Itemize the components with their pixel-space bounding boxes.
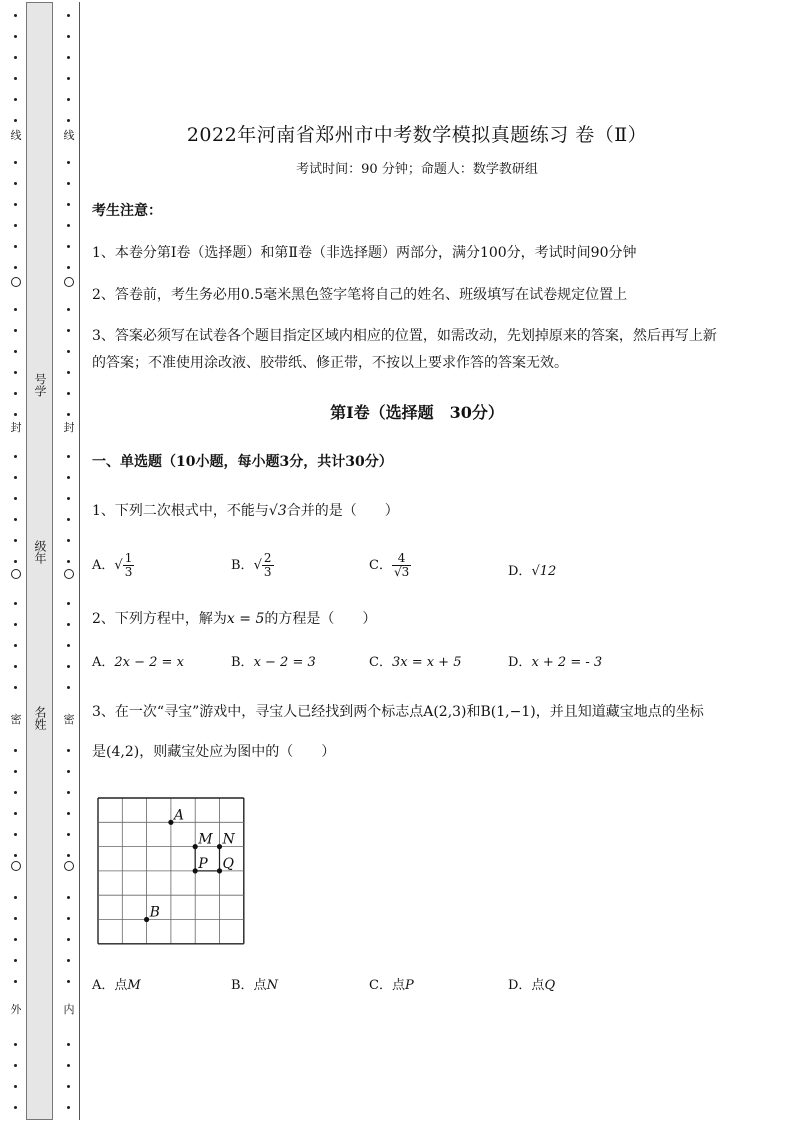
inner-dot [67,476,70,479]
outer-dot [14,686,17,689]
inner-dot [67,371,70,374]
outer-dot [14,539,17,542]
question-2-option-c[interactable]: C．3x = x + 5 [369,655,462,670]
inner-dot [67,35,70,38]
outer-dot [14,854,17,857]
outer-dot [14,371,17,374]
inner-dot [67,623,70,626]
point-label-p: P [198,855,208,872]
question-2-option-d[interactable]: D．x + 2 = - 3 [508,655,603,670]
inner-dot [67,266,70,269]
inner-circle-mark [64,569,74,579]
outer-dot [14,959,17,962]
band-label-student-number: 号学 [33,373,47,397]
outer-dot [14,938,17,941]
outer-dot [14,56,17,59]
inner-dot [67,959,70,962]
inner-dot [67,560,70,563]
outer-dot [14,308,17,311]
inner-seal-char: 内 [63,1003,75,1016]
inner-dot [67,182,70,185]
outer-dot [14,98,17,101]
outer-circle-mark [11,861,21,871]
point-label-q: Q [222,855,234,872]
inner-dot [67,98,70,101]
outer-dot [14,791,17,794]
inner-border-line [79,2,80,1120]
point-p [193,868,198,873]
point-a [168,820,173,825]
outer-dot [14,413,17,416]
note-item-1: 1、本卷分第Ⅰ卷（选择题）和第Ⅱ卷（非选择题）两部分，满分100分，考试时间90分钟 [92,245,637,261]
note-item-2: 2、答卷前，考生务必用0.5毫米黑色签字笔将自己的姓名、班级填写在试卷规定位置上 [92,287,628,303]
outer-dot [14,245,17,248]
question-3-option-c[interactable]: C．点P [369,978,414,993]
inner-dot [67,455,70,458]
outer-seal-line [9,0,23,1123]
inner-dot [67,224,70,227]
question-3-option-b[interactable]: B．点N [231,978,278,993]
part-heading: 一、单选题（10小题，每小题3分，共计30分） [92,454,393,470]
notes-heading: 考生注意： [92,203,162,219]
inner-dot [67,1043,70,1046]
inner-dot [67,833,70,836]
outer-circle-mark [11,277,21,287]
question-1-option-d[interactable]: D．√12 [508,564,557,579]
outer-dot [14,392,17,395]
inner-dot [67,14,70,17]
outer-dot [14,770,17,773]
outer-dot [14,749,17,752]
outer-dot [14,518,17,521]
binding-margin [0,0,82,1123]
inner-dot [67,644,70,647]
point-q [217,868,222,873]
question-1-stem: 1、下列二次根式中，不能与√3合并的是（ ） [92,503,399,519]
outer-dot [14,980,17,983]
point-n [217,844,222,849]
inner-dot [67,1106,70,1109]
point-label-a: A [173,807,185,824]
inner-dot [67,917,70,920]
inner-circle-mark [64,861,74,871]
inner-dot [67,539,70,542]
point-label-b: B [149,904,160,921]
inner-dot [67,350,70,353]
outer-dot [14,560,17,563]
outer-dot [14,833,17,836]
inner-dot [67,770,70,773]
outer-dot [14,14,17,17]
outer-dot [14,497,17,500]
outer-dot [14,665,17,668]
outer-dot [14,1064,17,1067]
outer-dot [14,161,17,164]
outer-dot [14,224,17,227]
inner-dot [67,1085,70,1088]
outer-dot [14,602,17,605]
outer-dot [14,77,17,80]
inner-dot [67,203,70,206]
outer-dot [14,329,17,332]
band-label-name: 名姓 [33,706,47,730]
inner-dot [67,686,70,689]
inner-dot [67,119,70,122]
inner-dot [67,329,70,332]
inner-seal-line [62,0,76,1123]
page-title: 2022年河南省郑州市中考数学模拟真题练习 卷（Ⅱ） [186,124,648,146]
outer-dot [14,350,17,353]
inner-dot [67,791,70,794]
band-label-grade: 级年 [33,540,47,564]
outer-dot [14,119,17,122]
inner-seal-char: 密 [63,713,75,726]
inner-dot [67,896,70,899]
inner-circle-mark [64,277,74,287]
question-1-option-c[interactable]: C． $\frac{4}{√3}$ [369,551,410,579]
outer-circle-mark [11,569,21,579]
outer-dot [14,644,17,647]
inner-dot [67,812,70,815]
outer-dot [14,476,17,479]
question-2-stem: 2、下列方程中，解为x = 5的方程是（ ） [92,611,377,627]
inner-dot [67,161,70,164]
inner-seal-char: 封 [63,421,75,434]
question-1-option-b[interactable]: B．√ $\frac{2}{3}$ [231,551,272,579]
question-2-option-a[interactable]: A．2x − 2 = x [92,655,184,670]
exam-subtitle: 考试时间：90 分钟；命题人：数学教研组 [296,162,538,177]
inner-dot [67,1064,70,1067]
outer-dot [14,812,17,815]
inner-dot [67,854,70,857]
outer-dot [14,1085,17,1088]
outer-dot [14,266,17,269]
inner-dot [67,413,70,416]
inner-seal-char: 线 [63,129,75,142]
outer-dot [14,1106,17,1109]
question-2-option-b[interactable]: B．x − 2 = 3 [231,655,316,670]
inner-dot [67,602,70,605]
section-title: 第Ⅰ卷（选择题 30分） [330,403,504,422]
point-label-m: M [198,831,213,848]
inner-dot [67,980,70,983]
inner-dot [67,56,70,59]
outer-dot [14,917,17,920]
question-3-stem-line-2: 是(4,2)，则藏宝处应为图中的（ ） [92,744,336,760]
outer-dot [14,35,17,38]
outer-dot [14,896,17,899]
inner-dot [67,497,70,500]
outer-dot [14,182,17,185]
outer-dot [14,455,17,458]
outer-seal-char: 密 [10,713,22,726]
inner-dot [67,392,70,395]
inner-dot [67,518,70,521]
question-3-stem-line-1: 3、在一次“寻宝”游戏中，寻宝人已经找到两个标志点A(2,3)和B(1,−1)，并且知道藏宝地点的坐标 [92,704,704,720]
outer-dot [14,1043,17,1046]
inner-dot [67,308,70,311]
outer-seal-char: 封 [10,421,22,434]
note-item-3: 3、答案必须写在试卷各个题目指定区域内相应的位置，如需改动，先划掉原来的答案，然后再写上新 [92,328,717,344]
outer-seal-char: 线 [10,129,22,142]
outer-dot [14,623,17,626]
point-b [144,917,149,922]
inner-dot [67,77,70,80]
inner-dot [67,245,70,248]
note-item-3-cont: 的答案；不准使用涂改液、胶带纸、修正带，不按以上要求作答的答案无效。 [92,355,568,371]
inner-dot [67,938,70,941]
outer-seal-char: 外 [10,1003,22,1016]
inner-dot [67,665,70,668]
point-label-n: N [222,831,235,848]
question-1-option-a[interactable]: A．√ $\frac{1}{3}$ [92,551,133,579]
outer-dot [14,203,17,206]
question-3-option-d[interactable]: D．点Q [508,978,556,993]
treasure-grid-figure [96,796,248,946]
point-m [193,844,198,849]
question-3-option-a[interactable]: A．点M [92,978,141,993]
inner-dot [67,749,70,752]
